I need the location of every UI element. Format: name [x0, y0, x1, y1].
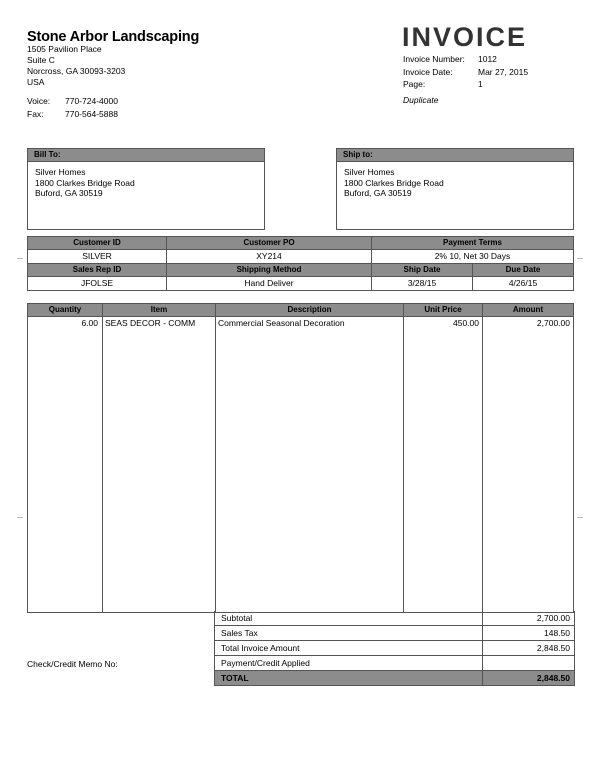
subtotal-label: Subtotal — [221, 613, 253, 623]
payment-terms: 2% 10, Net 30 Days — [372, 250, 574, 264]
fold-mark — [577, 258, 583, 259]
description-header: Description — [287, 305, 332, 314]
page-label: Page: — [403, 79, 426, 89]
shipping-method: Hand Deliver — [167, 277, 372, 291]
unit-price-header: Unit Price — [424, 305, 462, 314]
item-header: Item — [150, 305, 168, 314]
customer-po-header: Customer PO — [167, 237, 372, 250]
payment-terms-header: Payment Terms — [372, 237, 574, 250]
ship-to-header: Ship to: — [337, 149, 573, 162]
total-invoice-label: Total Invoice Amount — [221, 643, 300, 653]
totals-divider — [482, 626, 483, 640]
voice-label: Voice: — [27, 96, 51, 106]
check-memo-label: Check/Credit Memo No: — [27, 659, 118, 669]
column-divider — [482, 304, 483, 612]
customer-info-table — [27, 236, 574, 291]
duplicate-note: Duplicate — [403, 95, 439, 105]
column-divider — [102, 304, 103, 612]
bill-to-header: Bill To: — [28, 149, 264, 162]
total-value: 2,848.50 — [536, 673, 570, 683]
voice-number: 770-724-4000 — [65, 96, 118, 106]
ship-to-box — [336, 148, 574, 230]
column-divider — [215, 304, 216, 612]
column-divider — [403, 304, 404, 612]
company-address-line: 1505 Pavilion Place — [27, 44, 102, 54]
invoice-number-label: Invoice Number: — [403, 54, 465, 64]
shipping-method-header: Shipping Method — [167, 264, 372, 277]
item-description: Commercial Seasonal Decoration — [218, 318, 345, 328]
item-code: SEAS DECOR - COMM — [105, 318, 196, 328]
line-items-table — [27, 303, 574, 613]
invoice-number: 1012 — [478, 54, 497, 64]
subtotal-value: 2,700.00 — [536, 613, 570, 623]
ship-date: 3/28/15 — [372, 277, 473, 291]
company-name: Stone Arbor Landscaping — [27, 29, 200, 45]
ship-date-header: Ship Date — [372, 264, 473, 277]
totals-divider — [482, 671, 483, 685]
item-unit-price: 450.00 — [453, 318, 479, 328]
sales-tax-label: Sales Tax — [221, 628, 258, 638]
page-number: 1 — [478, 79, 483, 89]
total-invoice-value: 2,848.50 — [536, 643, 570, 653]
ship-to-line: Silver Homes — [344, 167, 395, 177]
item-amount: 2,700.00 — [536, 318, 570, 328]
fold-mark — [17, 517, 23, 518]
due-date: 4/26/15 — [473, 277, 574, 291]
customer-id: SILVER — [28, 250, 167, 264]
payment-applied-label: Payment/Credit Applied — [221, 658, 310, 668]
fold-mark — [577, 517, 583, 518]
amount-header: Amount — [512, 305, 544, 314]
sales-tax-row — [214, 626, 575, 641]
ship-to-line: Buford, GA 30519 — [344, 188, 412, 198]
customer-po: XY214 — [167, 250, 372, 264]
totals-divider — [482, 656, 483, 670]
total-label: TOTAL — [221, 673, 249, 683]
totals-divider — [482, 641, 483, 655]
company-address-line: Suite C — [27, 55, 55, 65]
company-address-line: Norcross, GA 30093-3203 — [27, 66, 126, 76]
total-invoice-row — [214, 641, 575, 656]
customer-id-header: Customer ID — [28, 237, 167, 250]
company-address-line: USA — [27, 77, 45, 87]
sales-rep-header: Sales Rep ID — [28, 264, 167, 277]
sales-tax-value: 148.50 — [544, 628, 570, 638]
sales-rep: JFOLSE — [28, 277, 167, 291]
due-date-header: Due Date — [473, 264, 574, 277]
invoice-date: Mar 27, 2015 — [478, 67, 529, 77]
payment-applied-row — [214, 656, 575, 671]
invoice-date-label: Invoice Date: — [403, 67, 453, 77]
ship-to-line: 1800 Clarkes Bridge Road — [344, 177, 444, 188]
item-quantity: 6.00 — [81, 318, 98, 328]
total-row — [214, 671, 575, 686]
bill-to-line: Buford, GA 30519 — [35, 188, 103, 198]
fax-number: 770-564-5888 — [65, 109, 118, 119]
ship-to-address — [337, 162, 573, 199]
bill-to-box — [27, 148, 265, 230]
bill-to-line: 1800 Clarkes Bridge Road — [35, 177, 135, 188]
bill-to-line: Silver Homes — [35, 167, 86, 177]
quantity-header: Quantity — [48, 305, 82, 314]
bill-to-address — [28, 162, 264, 199]
fax-label: Fax: — [27, 109, 44, 119]
totals-divider — [482, 611, 483, 625]
invoice-title: INVOICE — [402, 22, 528, 52]
fold-mark — [17, 258, 23, 259]
subtotal-row — [214, 611, 575, 626]
